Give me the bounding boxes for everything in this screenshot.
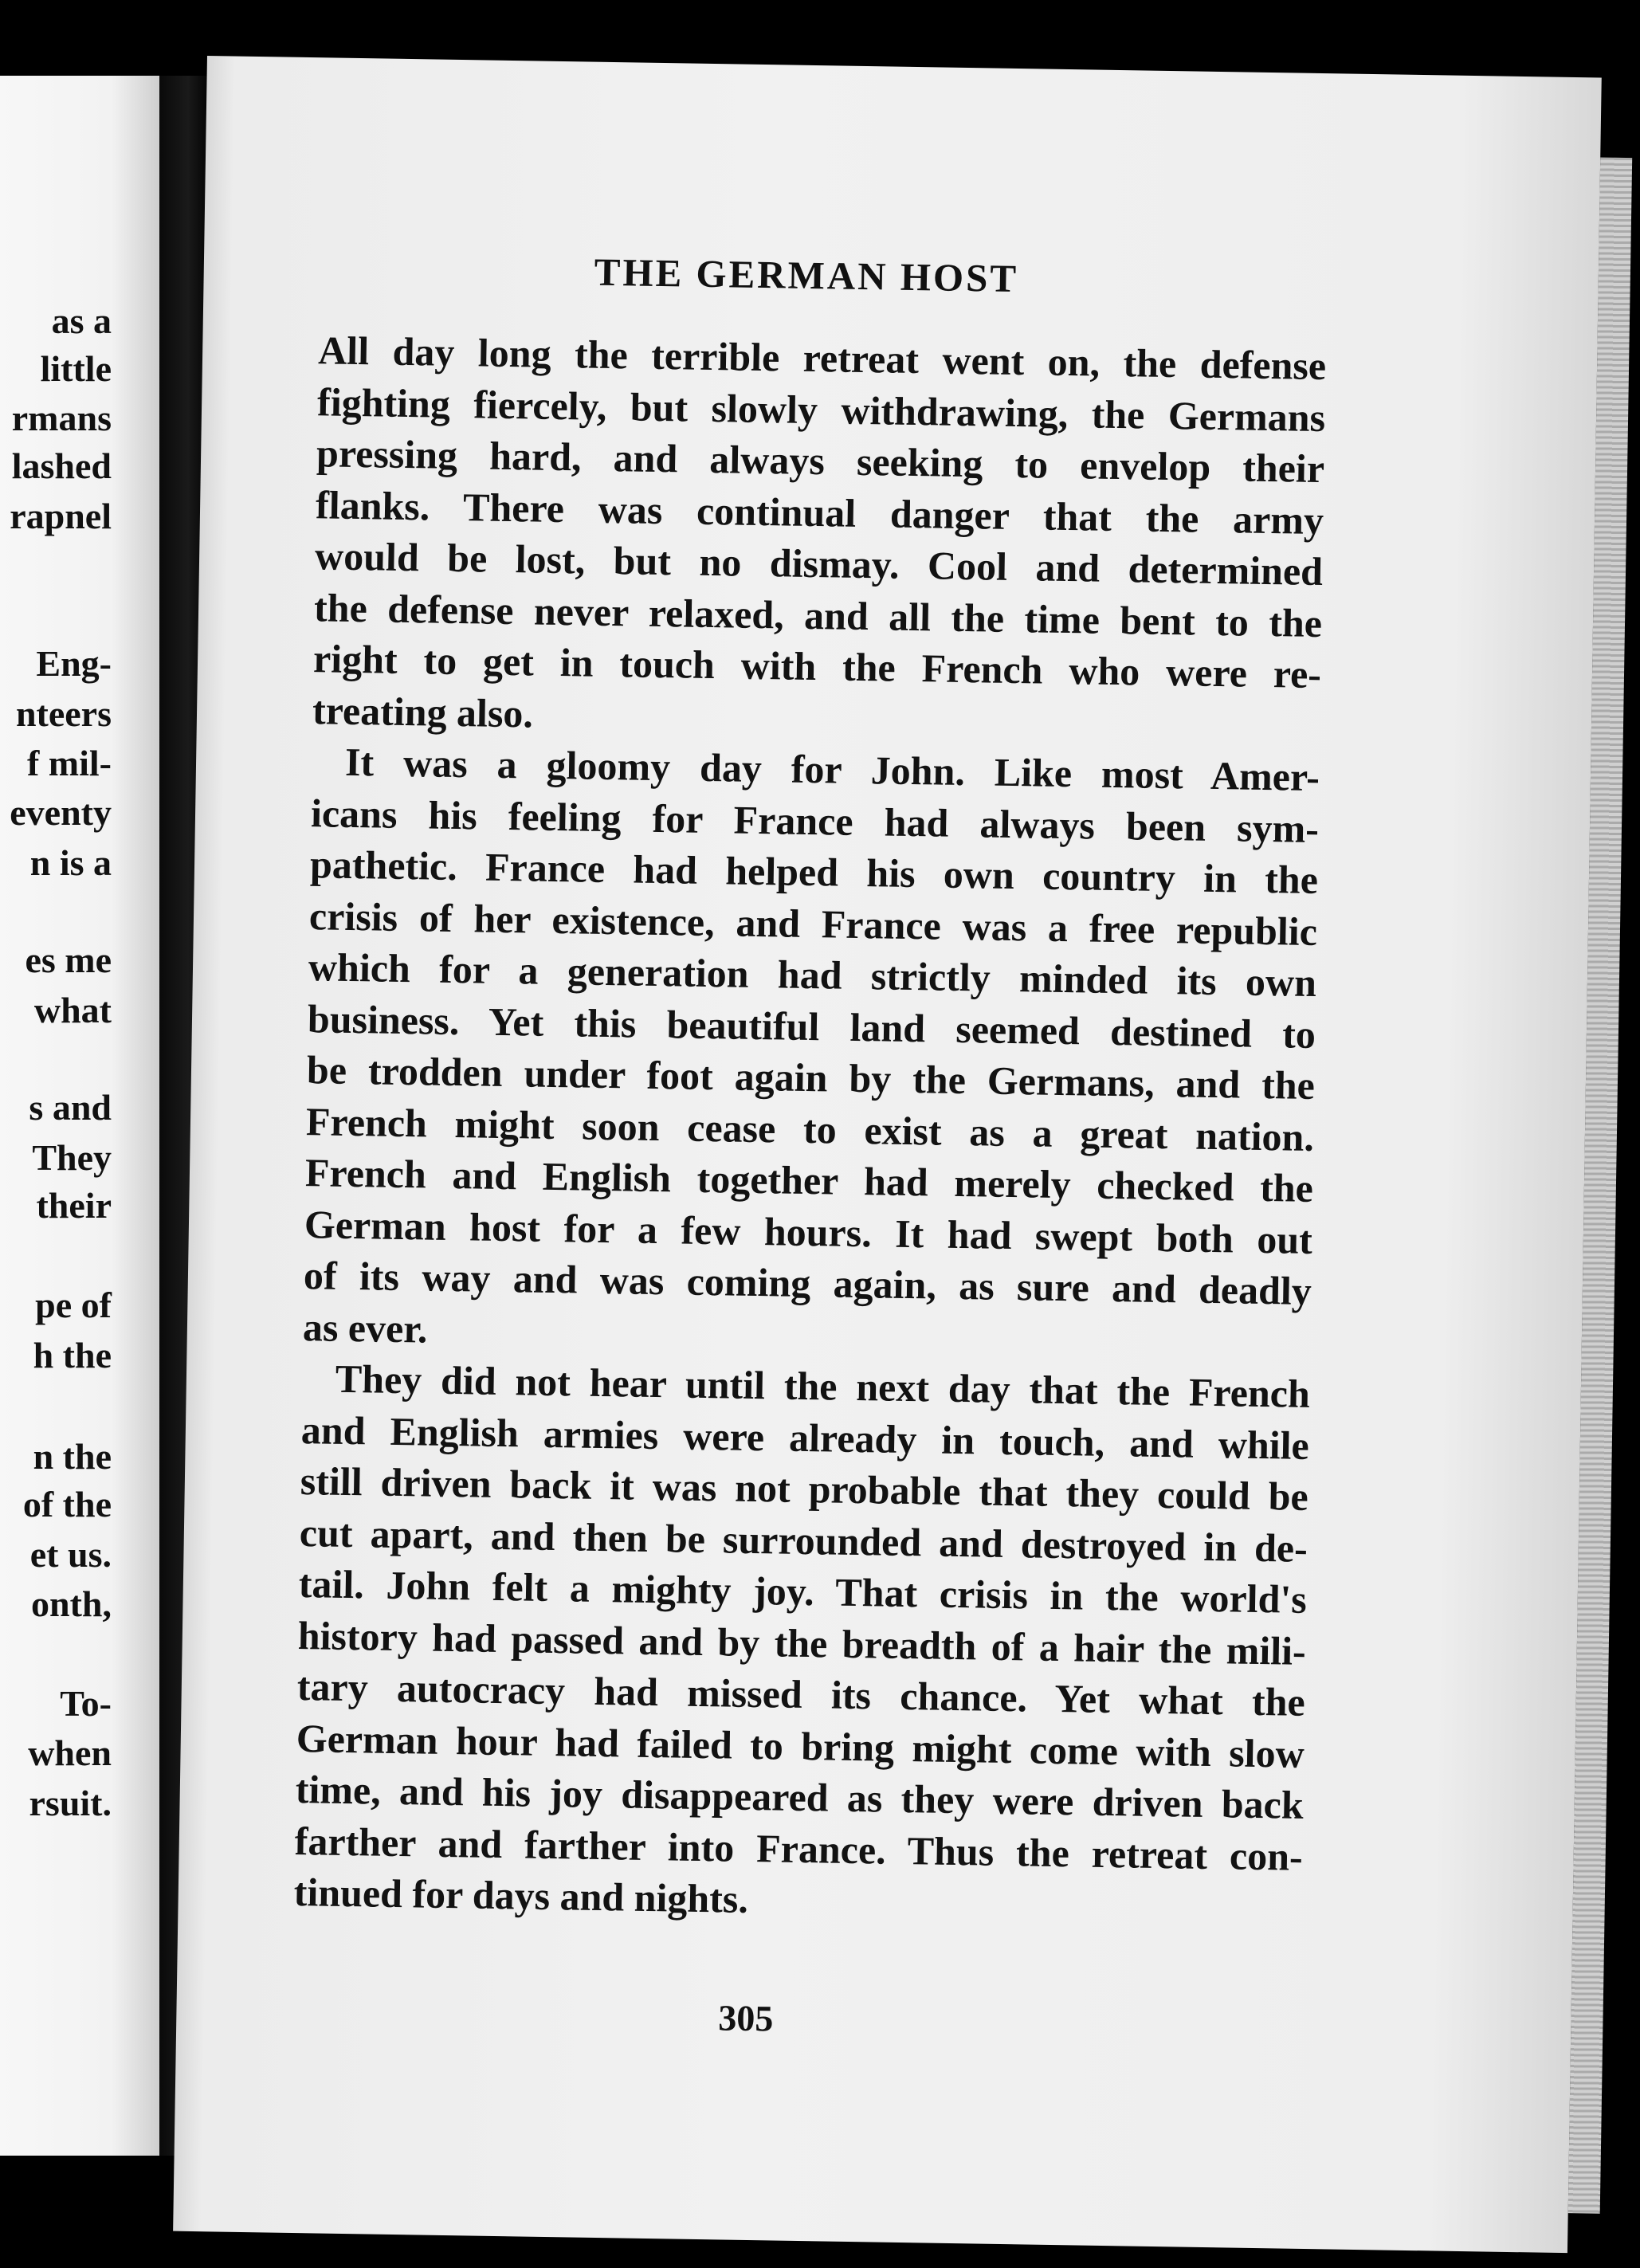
facing-page-line: n is a	[29, 842, 112, 883]
text-line: tary autocracy had missed its chance. Yet what the	[296, 1664, 1306, 1725]
facing-page-line: To-	[60, 1683, 112, 1724]
text-line: right to get in touch with the French who were re-	[312, 636, 1322, 697]
text-line: be trodden under foot again by the Germans, and the	[306, 1047, 1316, 1108]
facing-page-line: f mil-	[26, 743, 112, 783]
text-line: crisis of her existence, and France was a free republic	[308, 893, 1318, 954]
paragraph	[293, 1352, 1310, 1933]
text-line: fighting fiercely, but slowly withdrawing, the Germans	[316, 379, 1326, 440]
text-line: of its way and was coming again, as sure and deadly	[303, 1253, 1312, 1313]
facing-page-line: rmans	[11, 398, 112, 438]
facing-page-line: rsuit.	[29, 1783, 112, 1823]
facing-page-line: rapnel	[10, 496, 112, 536]
text-line: pressing hard, and always seeking to envelop their	[316, 430, 1325, 492]
text-line: still driven back it was not probable that they could be	[300, 1458, 1309, 1519]
facing-page-line: lashed	[11, 445, 112, 486]
facing-page-line: es me	[25, 940, 112, 980]
text-line: would be lost, but no dismay. Cool and determined	[314, 533, 1324, 594]
facing-page-line: Eng-	[36, 643, 112, 684]
text-line: treating also.	[312, 687, 534, 736]
text-line: which for a generation had strictly minded its own	[308, 944, 1317, 1006]
facing-page-line: pe of	[35, 1285, 112, 1325]
text-line: and English armies were already in touch, and while	[300, 1407, 1310, 1468]
paragraph	[302, 736, 1320, 1368]
facing-page-line: their	[36, 1185, 112, 1226]
text-line: It was a gloomy day for John. Like most Amer-	[344, 739, 1320, 800]
page-edge-stack	[1568, 157, 1633, 2213]
book-page	[173, 56, 1602, 2253]
paragraph	[312, 324, 1327, 751]
text-line: as ever.	[302, 1304, 428, 1352]
text-line: farther and farther into France. Thus the retreat con-	[294, 1818, 1304, 1879]
text-line: business. Yet this beautiful land seemed destined to	[307, 995, 1316, 1057]
text-line: pathetic. France had helped his own country in the	[309, 842, 1319, 903]
facing-page-line: what	[33, 990, 112, 1030]
text-line: tinued for days and nights.	[293, 1869, 749, 1921]
text-line: They did not hear until the next day that the French	[335, 1356, 1311, 1416]
page-number: 305	[718, 1997, 774, 2039]
text-line: French might soon cease to exist as a great nation.	[305, 1098, 1315, 1160]
text-line: All day long the terrible retreat went on, the defense	[317, 328, 1327, 389]
facing-page-line: h the	[33, 1335, 112, 1375]
text-line: time, and his joy disappeared as they were driven back	[295, 1767, 1305, 1827]
text-line: flanks. There was continual danger that the army	[315, 481, 1324, 543]
facing-page-line: et us.	[29, 1534, 112, 1575]
facing-page-line: eventy	[10, 792, 112, 833]
facing-page-left	[0, 76, 159, 2156]
text-line: cut apart, and then be surrounded and destroyed in de-	[299, 1509, 1308, 1571]
running-head: THE GERMAN HOST	[594, 249, 1019, 301]
facing-page-line: onth,	[31, 1583, 112, 1624]
text-line: German host for a few hours. It had swept both out	[304, 1201, 1313, 1262]
facing-page-line: nteers	[15, 693, 112, 734]
facing-page-line: when	[28, 1732, 112, 1773]
text-line: French and English together had merely checked the	[304, 1150, 1314, 1211]
text-line: German hour had failed to bring might come with slow	[296, 1715, 1305, 1776]
text-line: the defense never relaxed, and all the time bent to the	[313, 584, 1323, 645]
body-text	[293, 324, 1326, 1933]
text-line: tail. John felt a mighty joy. That crisis in the world's	[298, 1561, 1308, 1622]
facing-page-line: little	[40, 348, 112, 389]
text-line: icans his feeling for France had always been sym-	[310, 790, 1320, 851]
text-line: history had passed and by the breadth of a hair the mili-	[297, 1612, 1307, 1674]
facing-page-line: of the	[22, 1484, 112, 1524]
facing-page-line: n the	[33, 1436, 112, 1477]
facing-page-line: They	[32, 1137, 112, 1178]
facing-page-line: s and	[29, 1087, 112, 1128]
facing-page-line: as a	[51, 300, 112, 341]
